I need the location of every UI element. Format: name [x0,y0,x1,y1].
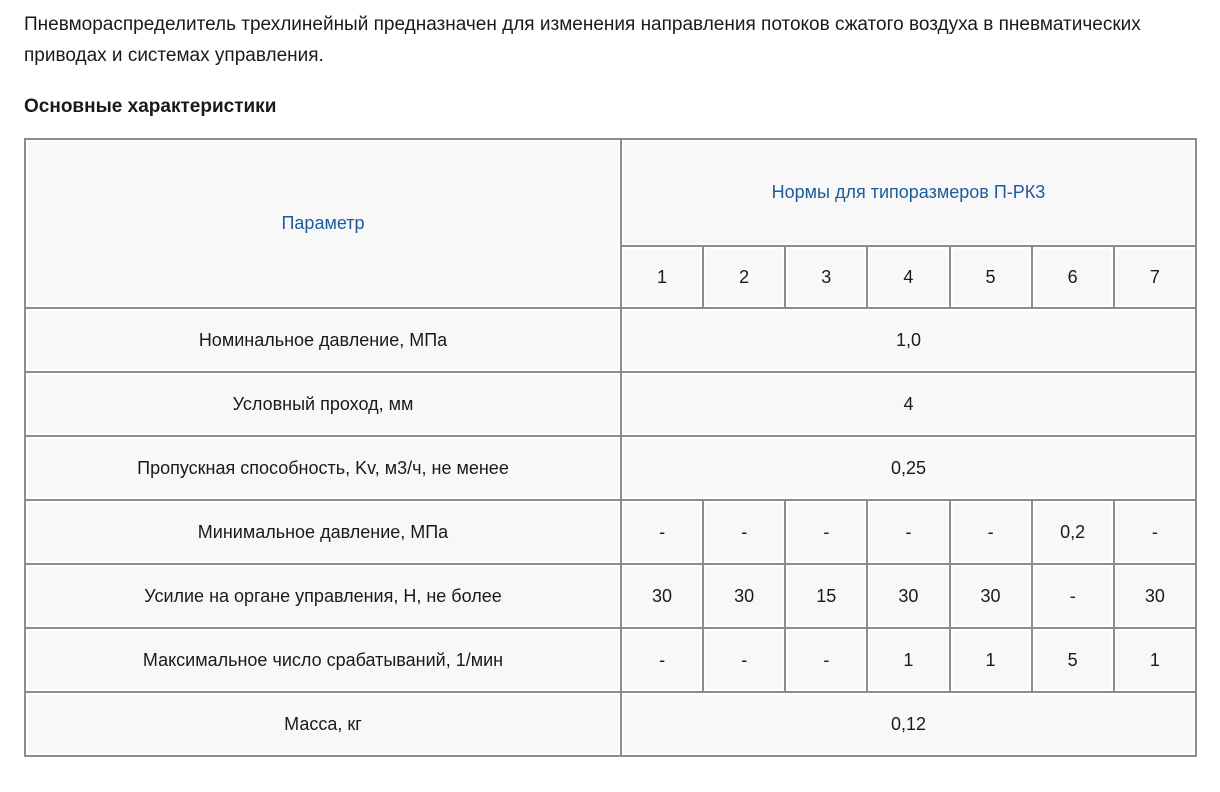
size-column-header: 1 [621,246,703,308]
value-cell-spanning: 4 [621,372,1196,436]
value-cell: 30 [703,564,785,628]
value-cell: - [785,628,867,692]
value-cell: 30 [621,564,703,628]
value-cell: 30 [950,564,1032,628]
value-cell: 30 [867,564,949,628]
table-row [25,628,1196,692]
param-column-header: Параметр [25,139,621,308]
size-column-header: 5 [950,246,1032,308]
value-cell: - [621,500,703,564]
value-cell: 15 [785,564,867,628]
characteristics-table [24,138,1197,757]
norms-header: Нормы для типоразмеров П-РК3 [621,139,1196,246]
value-cell: - [950,500,1032,564]
value-cell: 5 [1032,628,1114,692]
value-cell: 1 [950,628,1032,692]
section-title: Основные характеристики [24,96,277,117]
table-row [25,500,1196,564]
value-cell: - [703,628,785,692]
table-row [25,372,1196,436]
table-header-row [25,139,1196,246]
size-column-header: 3 [785,246,867,308]
value-cell: 1 [867,628,949,692]
value-cell: - [621,628,703,692]
value-cell: 30 [1114,564,1196,628]
value-cell: 0,2 [1032,500,1114,564]
param-cell: Максимальное число срабатываний, 1/мин [25,628,621,692]
param-cell: Минимальное давление, МПа [25,500,621,564]
value-cell: - [1032,564,1114,628]
table-row [25,692,1196,756]
param-cell: Пропускная способность, Kv, м3/ч, не менее [25,436,621,500]
size-column-header: 2 [703,246,785,308]
value-cell: 1 [1114,628,1196,692]
size-column-header: 4 [867,246,949,308]
intro-paragraph: Пневмораспределитель трехлинейный предназначен для изменения направления потоков сжатого воздуха в пневматических приводах и системах управления. [24,14,1141,66]
value-cell: - [1114,500,1196,564]
value-cell: - [867,500,949,564]
param-cell: Условный проход, мм [25,372,621,436]
value-cell-spanning: 0,25 [621,436,1196,500]
param-cell: Номинальное давление, МПа [25,308,621,372]
size-column-header: 7 [1114,246,1196,308]
value-cell-spanning: 0,12 [621,692,1196,756]
param-cell: Усилие на органе управления, Н, не более [25,564,621,628]
table-row [25,436,1196,500]
table-row [25,564,1196,628]
param-cell: Масса, кг [25,692,621,756]
table-row [25,308,1196,372]
value-cell: - [703,500,785,564]
value-cell-spanning: 1,0 [621,308,1196,372]
value-cell: - [785,500,867,564]
size-column-header: 6 [1032,246,1114,308]
